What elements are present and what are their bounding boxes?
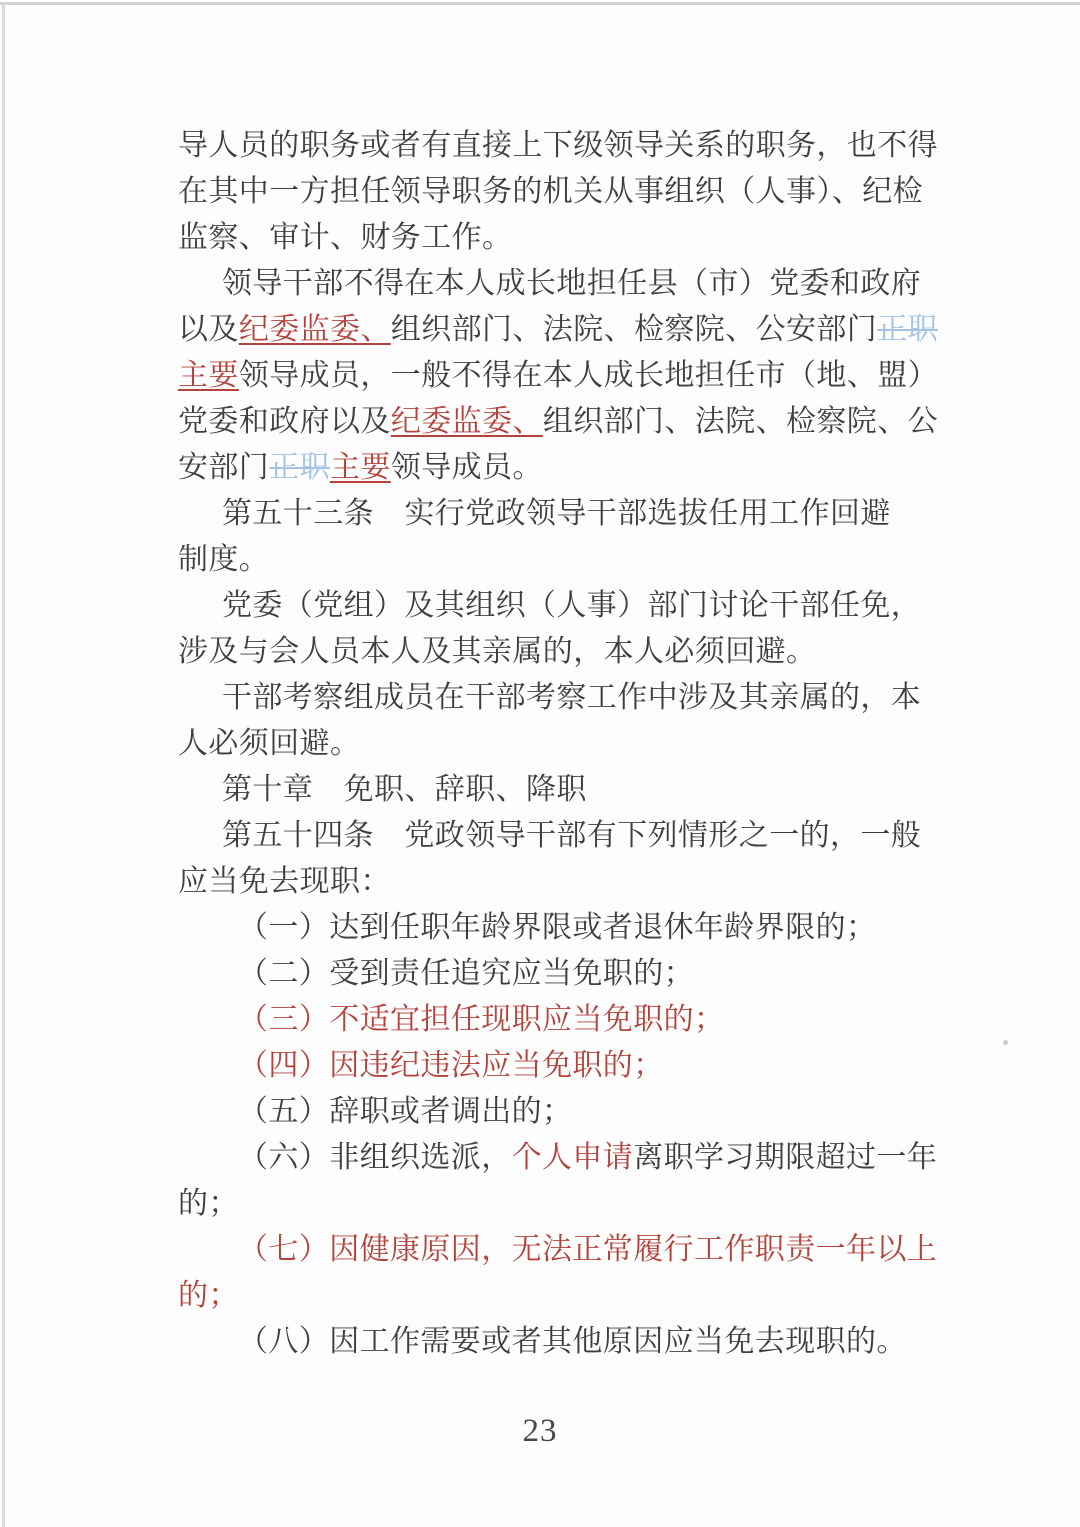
revised-text: （三）不适宜担任现职应当免职的； [238,1003,725,1036]
text-line [178,491,940,537]
text-run: （八）因工作需要或者其他原因应当免去现职的。 [238,1325,907,1358]
text-line [178,123,940,169]
text-line [178,905,940,951]
text-run: 人必须回避。 [178,727,361,760]
scan-speck [1003,1040,1008,1045]
text-run: 制度。 [178,543,270,576]
inserted-text: 纪委监委、 [238,313,391,346]
text-run: 党委（党组）及其组织（人事）部门讨论干部任免， [222,589,922,622]
revised-text: （七）因健康原因，无法正常履行工作职责一年以上 [238,1233,938,1266]
text-run: （六）非组织选派， [238,1141,512,1174]
revised-text: 的； [178,1279,239,1312]
text-run: 组织部门、法院、检察院、公安部门 [390,313,878,346]
text-run: 涉及与会人员本人及其亲属的，本人必须回避。 [178,635,817,668]
text-run: 第五十四条 党政领导干部有下列情形之一的，一般 [222,819,922,852]
text-run: 领导成员，一般不得在本人成长地担任市（地、盟） [238,359,939,392]
text-run: 领导成员。 [390,451,543,484]
inserted-text: 主要 [178,359,239,392]
text-line [178,307,940,353]
text-run: 领导干部不得在本人成长地担任县（市）党委和政府 [222,267,922,300]
text-run: 监察、审计、财务工作。 [178,221,513,254]
document-content [178,123,940,1365]
text-line [178,1227,940,1273]
text-run: 在其中一方担任领导职务的机关从事组织（人事）、纪检 [178,175,923,208]
text-line [178,721,940,767]
text-run: 干部考察组成员在干部考察工作中涉及其亲属的，本 [222,681,922,714]
text-line [178,859,940,905]
text-line [178,951,940,997]
text-run: （二）受到责任追究应当免职的； [238,957,694,990]
text-line [178,261,940,307]
text-line [178,1135,940,1181]
text-line [178,629,940,675]
page-number: 23 [522,1413,558,1449]
text-run: 党委和政府以及 [178,405,391,438]
text-line [178,767,940,813]
deleted-text: 正职 [269,451,331,484]
inserted-text: 纪委监委、 [390,405,543,438]
text-run: 组织部门、法院、检察院、公 [542,405,939,438]
text-line [178,1089,940,1135]
text-line [178,1319,940,1365]
text-line [178,215,940,261]
revised-text: （四）因违纪违法应当免职的； [238,1049,664,1082]
inserted-text: 主要 [330,451,391,484]
text-run: 安部门 [178,451,270,484]
text-line [178,1181,940,1227]
text-run: （五）辞职或者调出的； [238,1095,573,1128]
text-run: 的； [178,1187,239,1220]
text-line [178,169,940,215]
revised-text: 个人申请 [511,1141,634,1174]
text-line [178,1273,940,1319]
text-run: 第五十三条 实行党政领导干部选拔任用工作回避 [222,497,891,530]
text-line [178,537,940,583]
text-line [178,399,940,445]
scan-edge-top [0,2,1080,5]
text-run: （一）达到任职年龄界限或者退休年龄界限的； [238,911,877,944]
text-run: 第十章 免职、辞职、降职 [222,773,587,806]
text-line [178,675,940,721]
text-line [178,1043,940,1089]
deleted-text: 正职 [877,313,939,346]
text-line [178,445,940,491]
text-line [178,353,940,399]
text-line [178,997,940,1043]
scan-edge-left [2,2,5,1527]
text-line [178,813,940,859]
text-line [178,583,940,629]
text-run: 应当免去现职： [178,865,391,898]
text-run: 离职学习期限超过一年 [633,1141,938,1174]
text-run: 以及 [178,313,239,346]
text-run: 导人员的职务或者有直接上下级领导关系的职务，也不得 [178,129,938,162]
